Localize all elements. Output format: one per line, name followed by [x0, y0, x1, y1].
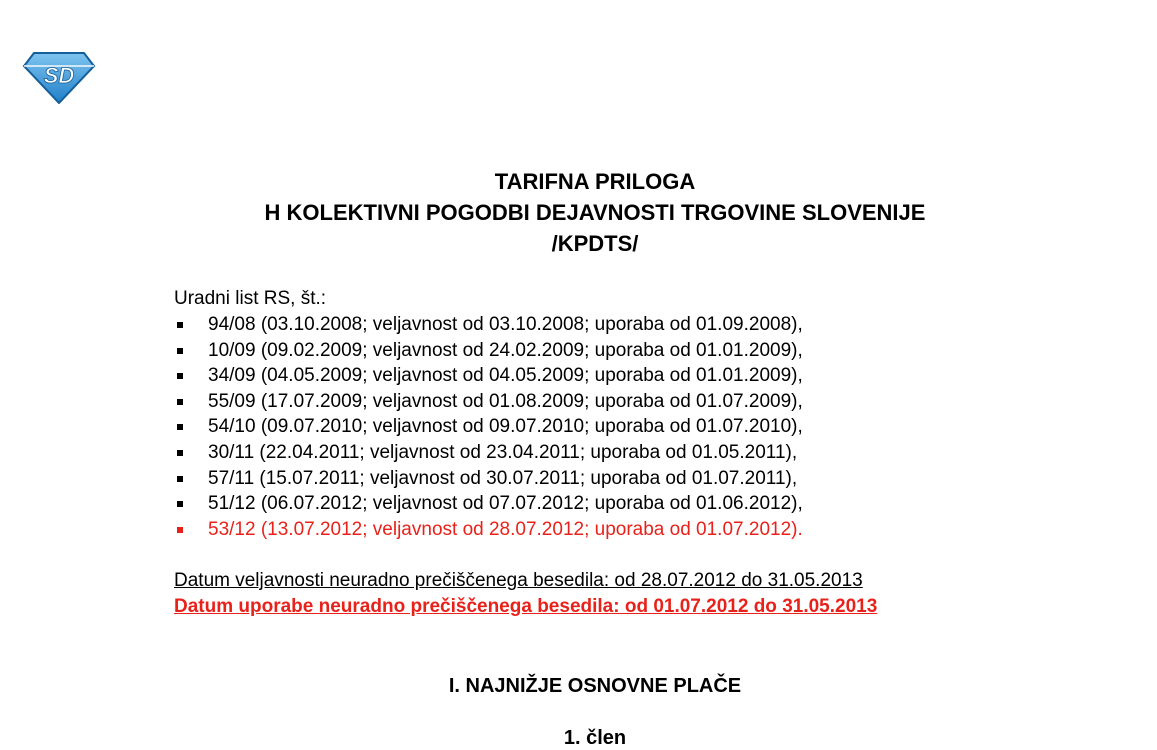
svg-text:SD: SD: [43, 63, 75, 88]
validity-date: Datum veljavnosti neuradno prečiščenega besedila: od 28.07.2012 do 31.05.2013: [174, 570, 863, 591]
gazette-label: Uradni list RS, št.:: [174, 288, 327, 309]
bullet-icon: [177, 476, 183, 482]
document-title: TARIFNA PRILOGA: [494, 169, 696, 194]
bullet-icon: [177, 399, 183, 405]
application-date: Datum uporabe neuradno prečiščenega besedila: od 01.07.2012 do 31.05.2013: [174, 596, 878, 617]
document-subtitle: H KOLEKTIVNI POGODBI DEJAVNOSTI TRGOVINE SLOVENIJE: [264, 200, 926, 225]
section-heading: I. NAJNIŽJE OSNOVNE PLAČE: [448, 675, 742, 697]
sd-logo: [22, 50, 96, 104]
bullet-icon: [177, 322, 183, 328]
bullet-icon: [177, 424, 183, 430]
bullet-icon: [177, 373, 183, 379]
bullet-icon: [177, 450, 183, 456]
bullet-icon: [177, 348, 183, 354]
bullet-icon: [177, 527, 183, 533]
document-abbreviation: /KPDTS/: [551, 231, 639, 256]
bullet-icon: [177, 501, 183, 507]
article-heading: 1. člen: [563, 727, 627, 749]
